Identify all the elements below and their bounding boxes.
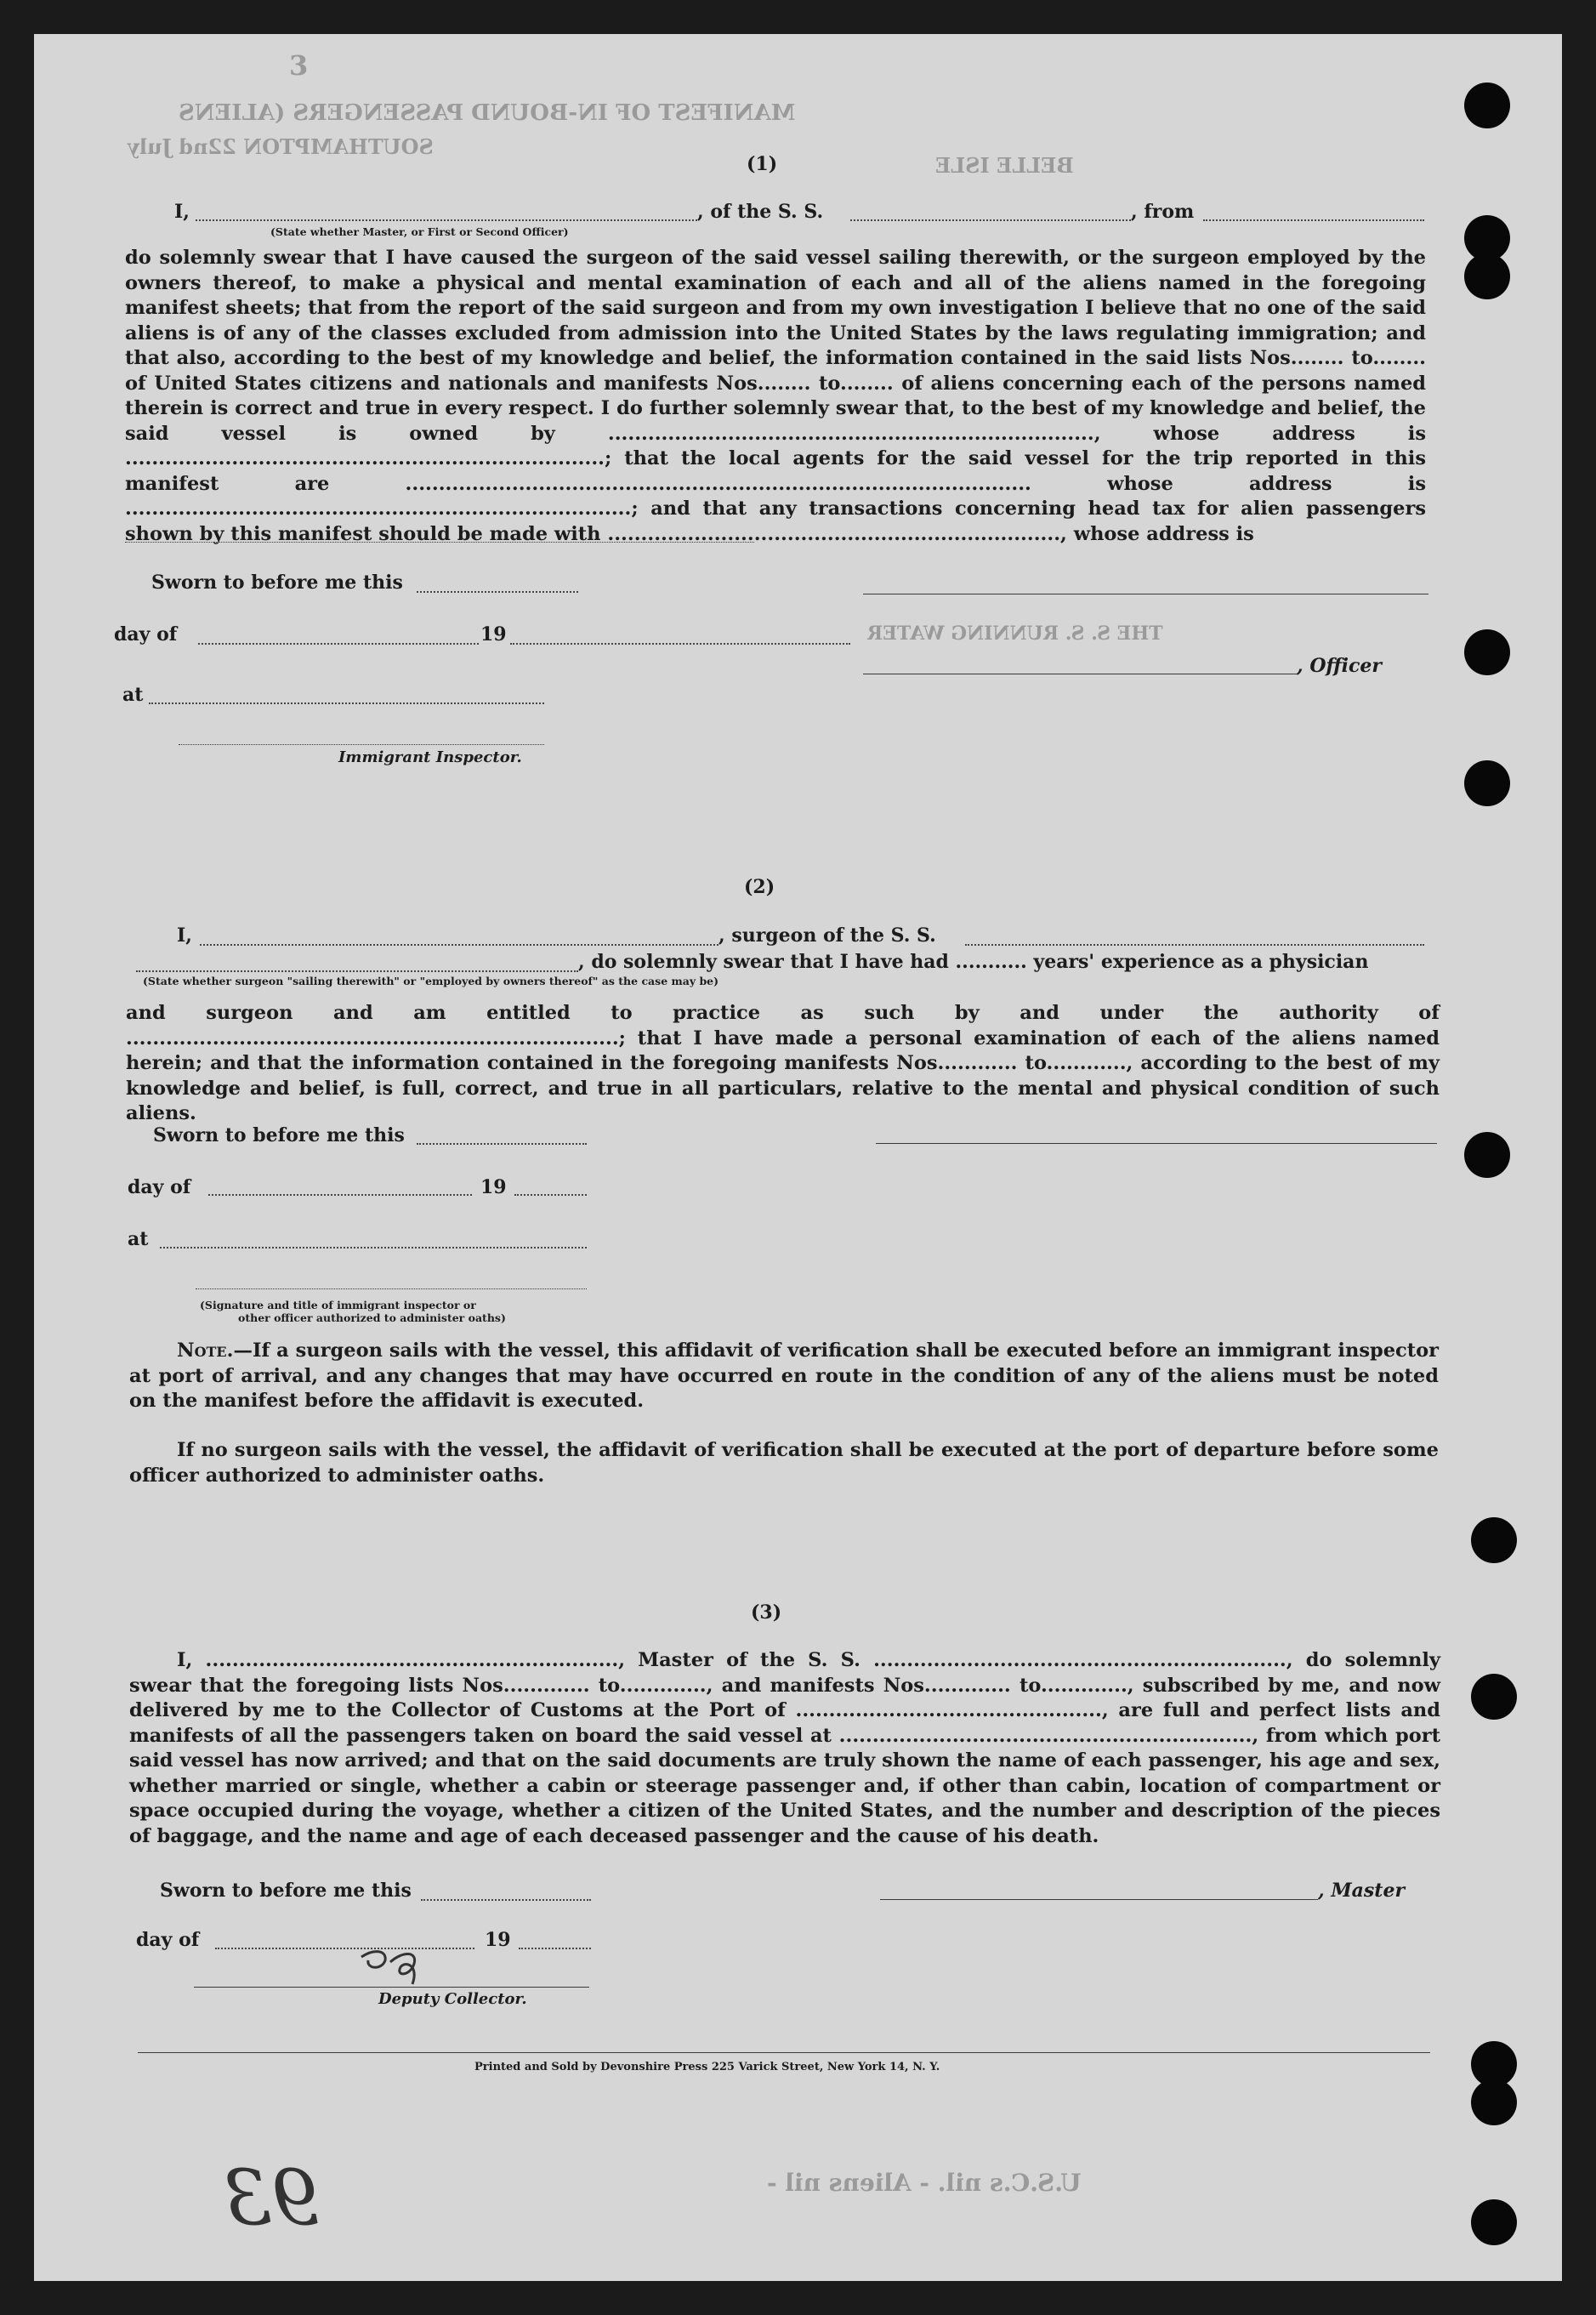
s1-from: , from [1131, 201, 1195, 223]
bleed-through-footer: U.S.C.s nil. - Aliens nil - [767, 2169, 1082, 2197]
s1-sworn-blank [417, 591, 578, 593]
s2-oath-paragraph: and surgeon and am entitled to practice as such by and under the authority of ..........................................................................; that I have made a personal examination of each of the aliens named herein; and that the information contained in the foregoing manifests Nos............ to............, according to the best of my knowledge and belief, is full, correct, and true in all particulars, relative to the mental and physical condition of such aliens. [126, 1002, 1440, 1124]
s2-year-blank [514, 1194, 587, 1196]
s3-collector-line [194, 1987, 589, 1988]
s1-year-blank [510, 643, 850, 645]
section-2-number: (2) [744, 876, 775, 898]
handwritten-mark-small [353, 1942, 429, 1993]
s1-day-of-label: day of [114, 623, 178, 646]
s2-day-of-label: day of [128, 1176, 191, 1198]
s1-officer-note: (State whether Master, or First or Second Officer) [270, 225, 569, 238]
s3-sworn-label: Sworn to before me this [160, 1880, 412, 1902]
s3-year-label: 19 [485, 1929, 511, 1951]
s3-master-signature-line [880, 1899, 1318, 1900]
s3-sworn-blank [421, 1899, 591, 1901]
s1-at-blank [149, 702, 544, 704]
s2-at-blank [160, 1247, 587, 1249]
s1-officer-blank [196, 219, 697, 221]
s2-note-paragraph [129, 1339, 1439, 1414]
s2-surgeon-note: (State whether surgeon "sailing therewith" or "employed by owners thereof" as the case may be) [143, 975, 719, 987]
s2-inspector-line [196, 1288, 587, 1289]
s1-inspector-line [179, 744, 544, 745]
s1-officer-label: , Officer [1297, 655, 1383, 677]
footer-rule [138, 2052, 1430, 2053]
s1-oath-paragraph: do solemnly swear that I have caused the surgeon of the said vessel sailing therewith, or the surgeon employed by the owners thereof, to make a physical and mental examination of each and all of the aliens named in the foregoing manifest sheets; that from the report of the said surgeon and from my own investigation I believe that no one of the said aliens is of any of the classes excluded from admission into the United States by the laws regulating immigration; and that also, according to the best of my knowledge and belief, the information contained in the said lists Nos........ to........ of United States citizens and nationals and manifests Nos........ to........ of aliens concerning each of the persons named therein is correct and true in every respect. I do further solemnly swear that, to the best of my knowledge and belief, the said vessel is owned by ........................................................................., whose address is ........................................................................; that the local agents for the said vessel for the trip reported in this manifest are .............................................................................................. whose address is ............................................................................; and that any transactions concerning head tax for alien passengers shown by this manifest should be made with ...................................................................., whose address is [125, 247, 1426, 545]
s1-vessel-blank [850, 219, 1131, 221]
s1-rule [125, 542, 754, 543]
page-mark: 3 [289, 49, 309, 82]
s1-sworn-label: Sworn to before me this [151, 572, 403, 594]
s2-surgeon-signature-line [876, 1143, 1437, 1144]
s2-experience-line: , do solemnly swear that I have had ........... years' experience as a physician [578, 951, 1369, 973]
punch-hole [1471, 1517, 1517, 1563]
s2-sworn-blank [417, 1143, 587, 1145]
s2-note-label: Note. [177, 1340, 234, 1362]
s1-of-the-ss: , of the S. S. [697, 201, 824, 223]
punch-hole [1464, 1132, 1510, 1178]
s2-surgeon-of-ss: , surgeon of the S. S. [718, 924, 936, 947]
punch-hole [1471, 1674, 1517, 1720]
punch-hole [1471, 2079, 1517, 2125]
s3-day-of-label: day of [136, 1929, 200, 1951]
s2-note-text: —If a surgeon sails with the vessel, this affidavit of verification shall be executed before an immigrant inspector at port of arrival, and any changes that may have occurred en route in the condition of any of the aliens must be noted on the manifest before the affidavit is executed. [129, 1340, 1439, 1412]
punch-hole [1464, 82, 1510, 128]
s2-vessel-blank [965, 944, 1424, 946]
manifest-page [34, 34, 1562, 2281]
s1-inspector-label: Immigrant Inspector. [338, 748, 522, 766]
punch-hole [1464, 629, 1510, 675]
s2-oath-i: I, [177, 924, 192, 947]
s2-day-blank [208, 1194, 472, 1196]
printer-credit: Printed and Sold by Devonshire Press 225 Varick Street, New York 14, N. Y. [474, 2061, 940, 2073]
s3-day-blank [215, 1948, 474, 1949]
s1-year-label: 19 [480, 623, 507, 646]
punch-hole [1464, 253, 1510, 299]
s2-at-label: at [128, 1228, 149, 1250]
s3-year-blank [519, 1948, 591, 1949]
s1-day-blank [198, 643, 479, 645]
s2-note-paragraph-2: If no surgeon sails with the vessel, the affidavit of verification shall be executed at the port of departure before some officer authorized to administer oaths. [129, 1439, 1439, 1487]
punch-hole [1464, 760, 1510, 806]
s1-bleed-through-stamp: THE S. S. RUNNING WATER [867, 623, 1163, 645]
punch-hole [1471, 2199, 1517, 2245]
bleed-through-line: SOUTHAMPTON 22nd July [128, 134, 434, 159]
bleed-through-title: MANIFEST OF IN-BOUND PASSENGERS (ALIENS [179, 100, 796, 126]
s2-surgeon-blank [200, 944, 718, 946]
s3-master-label: , Master [1318, 1880, 1406, 1902]
s1-at-label: at [122, 684, 144, 706]
s2-year-label: 19 [480, 1176, 507, 1198]
s2-name-blank [136, 970, 578, 972]
s1-from-blank [1203, 219, 1424, 221]
section-1-number: (1) [747, 153, 778, 175]
s2-signature-note-1: (Signature and title of immigrant inspector or [200, 1299, 476, 1311]
s2-sworn-label: Sworn to before me this [153, 1124, 405, 1146]
s3-oath-paragraph: I, .............................................................., Master of the S. S. .............................................................., do solemnly swear that the foregoing lists Nos............. to............., and manifests Nos............. to............., subscribed by me, and now delivered by me to the Collector of Customs at the Port of .............................................., are full and perfect lists and manifests of all the passengers taken on board the said vessel at .............................................................., from which port said vessel has now arrived; and that on the said documents are truly shown the name of each passenger, his age and sex, whether married or single, whether a cabin or steerage passenger and, if other than cabin, location of compartment or space occupied during the voyage, whether a citizen of the United States, and the number and description of the pieces of baggage, and the name and age of each deceased passenger and the cause of his death. [129, 1649, 1440, 1847]
s1-oath-i: I, [174, 201, 190, 223]
s3-collector-label: Deputy Collector. [378, 1990, 527, 2008]
handwritten-page-number: 93 [223, 2153, 321, 2243]
s2-signature-note-2: other officer authorized to administer oaths) [238, 1311, 506, 1324]
section-3-number: (3) [751, 1601, 782, 1624]
bleed-through-stamp: BELLE ISLE [935, 153, 1074, 178]
